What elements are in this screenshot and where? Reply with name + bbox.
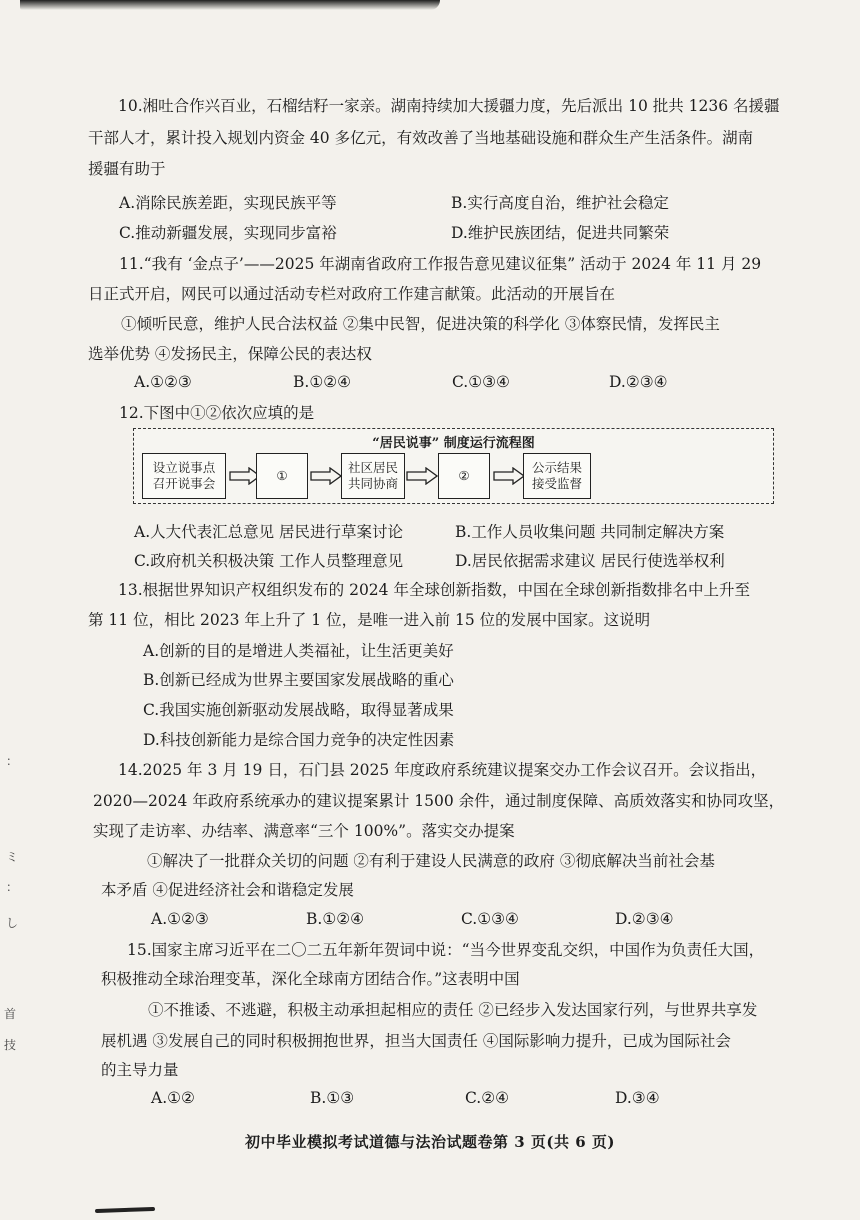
q12-option-a: A.人大代表汇总意见 居民进行草案讨论	[134, 523, 404, 541]
q14-option-b: B.①②④	[306, 910, 365, 928]
q13-option-d: D.科技创新能力是综合国力竞争的决定性因素	[143, 731, 455, 749]
flow-box-5-line2: 接受监督	[531, 476, 582, 491]
q11-statements-line1: ①倾听民意，维护人民合法权益 ②集中民智，促进决策的科学化 ③体察民情，发挥民主	[121, 315, 720, 333]
q14-option-d: D.②③④	[615, 910, 674, 928]
flowchart-residents-talk	[133, 428, 774, 504]
q10-option-c: C.推动新疆发展，实现同步富裕	[119, 224, 337, 242]
q10-stem-line3: 援疆有助于	[88, 160, 166, 178]
q12-option-d: D.居民依据需求建议 居民行使选举权利	[455, 552, 725, 570]
q11-option-b: B.①②④	[293, 373, 352, 391]
flow-arrow-icon	[406, 467, 438, 485]
q12-stem: 12.下图中①②依次应填的是	[119, 404, 315, 422]
q15-stem-line2: 积极推动全球治理变革，深化全球南方团结合作。”这表明中国	[101, 970, 520, 988]
q11-statements-line2: 选举优势 ④发扬民主，保障公民的表达权	[88, 345, 372, 363]
flow-box-1-line1: 设立说事点	[152, 460, 216, 475]
q11-stem-line2: 日正式开启，网民可以通过活动专栏对政府工作建言献策。此活动的开展旨在	[88, 285, 616, 303]
scan-smudge-top	[20, 0, 440, 10]
q10-stem-line2: 干部人才，累计投入规划内资金 40 多亿元，有效改善了当地基础设施和群众生产生活条件。湖南	[88, 129, 754, 147]
q15-statements-line1: ①不推诿、不逃避，积极主动承担起相应的责任 ②已经步入发达国家行列，与世界共享发	[148, 1001, 758, 1019]
q13-option-b: B.创新已经成为世界主要国家发展战略的重心	[143, 671, 454, 689]
margin-mark: ミ	[6, 850, 19, 864]
q15-option-b: B.①③	[310, 1089, 355, 1107]
scan-smudge-bottom	[95, 1207, 155, 1213]
margin-mark: 首	[4, 1007, 17, 1021]
flow-box-publicize	[523, 453, 591, 499]
q14-stem-line1: 14.2025 年 3 月 19 日，石门县 2025 年度政府系统建议提案交办工作会议召开。会议指出，	[118, 761, 767, 779]
flow-box-consult	[341, 453, 405, 499]
q11-option-c: C.①③④	[452, 373, 510, 391]
q15-stem-line1: 15.国家主席习近平在二〇二五年新年贺词中说：“当今世界变乱交织，中国作为负责任大国，	[127, 941, 765, 959]
q12-option-b: B.工作人员收集问题 共同制定解决方案	[455, 523, 725, 541]
q13-stem-line2: 第 11 位，相比 2023 年上升了 1 位，是唯一进入前 15 位的发展中国家。这说明	[88, 611, 651, 629]
flow-arrow-icon	[493, 467, 525, 485]
margin-mark: 技	[4, 1038, 17, 1052]
q13-option-c: C.我国实施创新驱动发展战略，取得显著成果	[143, 701, 454, 719]
flow-box-blank-2	[438, 453, 490, 499]
q11-option-d: D.②③④	[609, 373, 668, 391]
q11-option-a: A.①②③	[134, 373, 192, 391]
flow-box-3-line2: 共同协商	[347, 476, 398, 491]
flow-box-4-label: ②	[458, 468, 470, 483]
q10-option-a: A.消除民族差距，实现民族平等	[119, 194, 337, 212]
q13-option-a: A.创新的目的是增进人类福祉，让生活更美好	[143, 642, 454, 660]
flow-box-5-line1: 公示结果	[531, 460, 582, 475]
q15-option-c: C.②④	[465, 1089, 510, 1107]
margin-mark: ：	[6, 880, 19, 894]
flow-box-2-label: ①	[276, 468, 288, 483]
q14-statements-line2: 本矛盾 ④促进经济社会和谐稳定发展	[101, 881, 354, 899]
margin-mark: ：	[6, 754, 19, 768]
q14-statements-line1: ①解决了一批群众关切的问题 ②有利于建设人民满意的政府 ③彻底解决当前社会基	[147, 852, 715, 870]
q15-option-a: A.①②	[151, 1089, 195, 1107]
flow-box-1-line2: 召开说事会	[152, 476, 216, 491]
flow-box-3-line1: 社区居民	[347, 460, 398, 475]
flow-box-set-up	[142, 453, 226, 499]
q14-option-c: C.①③④	[461, 910, 519, 928]
flowchart-title: “居民说事” 制度运行流程图	[372, 436, 535, 451]
page-footer: 初中毕业模拟考试道德与法治试题卷第 3 页(共 6 页)	[245, 1133, 615, 1151]
q13-stem-line1: 13.根据世界知识产权组织发布的 2024 年全球创新指数，中国在全球创新指数排名中上升至	[118, 581, 750, 599]
q14-stem-line2: 2020—2024 年政府系统承办的建议提案累计 1500 余件，通过制度保障、高质效落实和协同攻坚，	[93, 792, 785, 810]
q10-stem-line1: 10.湘吐合作兴百业，石榴结籽一家亲。湖南持续加大援疆力度，先后派出 10 批共 1236 名援疆	[118, 97, 780, 115]
q15-statements-line3: 的主导力量	[101, 1061, 179, 1079]
q14-stem-line3: 实现了走访率、办结率、满意率“三个 100%”。落实交办提案	[93, 822, 515, 840]
q12-option-c: C.政府机关积极决策 工作人员整理意见	[134, 552, 404, 570]
q11-stem-line1: 11.“我有 ‘金点子’——2025 年湖南省政府工作报告意见建议征集” 活动于 2024 年 11 月 29	[119, 255, 762, 273]
q10-option-b: B.实行高度自治，维护社会稳定	[451, 194, 669, 212]
flow-arrow-icon	[310, 467, 342, 485]
q10-option-d: D.维护民族团结，促进共同繁荣	[451, 224, 670, 242]
q15-statements-line2: 展机遇 ③发展自己的同时积极拥抱世界，担当大国责任 ④国际影响力提升，已成为国际社会	[101, 1032, 731, 1050]
margin-mark: し	[6, 916, 19, 930]
q14-option-a: A.①②③	[151, 910, 209, 928]
q15-option-d: D.③④	[615, 1089, 660, 1107]
flow-box-blank-1	[256, 453, 308, 499]
